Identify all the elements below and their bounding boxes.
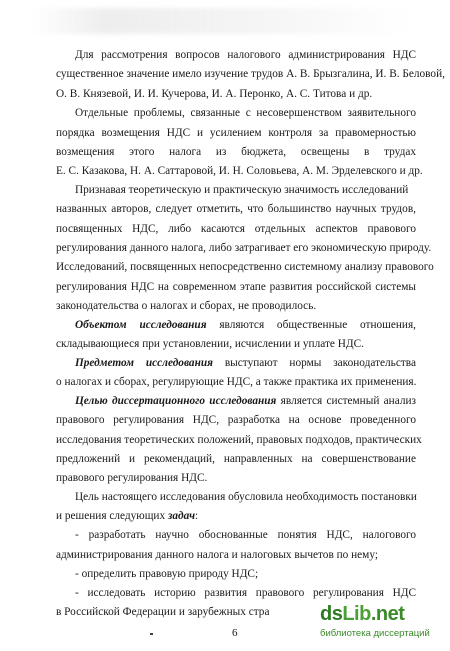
line-text: правового регулирования НДС. (56, 472, 208, 484)
text-line (56, 509, 416, 523)
text-line (75, 394, 416, 408)
text-line (56, 299, 416, 313)
text-line (56, 87, 416, 101)
line-text: О. В. Князевой, И. И. Кучерова, И. А. Перонко, А. С. Титова и др. (56, 88, 373, 100)
line-text: являются общественные отношения, (206, 319, 417, 331)
text-line (56, 433, 422, 447)
text-line (75, 106, 416, 120)
line-text: : (195, 510, 199, 522)
line-text: и решения следующих (56, 510, 168, 522)
text-line (56, 337, 416, 351)
watermark-subtitle: библиотека диссертаций (320, 628, 430, 639)
text-line (56, 413, 416, 427)
line-text: Признавая теоретическую и практическую значимость исследований (75, 184, 409, 196)
text-line (75, 567, 416, 581)
emphasis-text: Целью диссертационного исследования (75, 395, 277, 407)
line-text: предложений и рекомендаций, направленных на совершенствование (56, 453, 416, 465)
dslib-watermark[interactable] (320, 603, 438, 643)
line-text: Исследований, посвященных непосредственно системному анализу правового (56, 261, 434, 273)
text-line (56, 260, 434, 274)
line-text: Для рассмотрения вопросов налогового администрирования НДС (75, 49, 416, 61)
text-line (56, 67, 445, 81)
line-text: Е. С. Казакова, Н. А. Саттаровой, И. Н. Соловьева, А. М. Эрделевского и др. (56, 165, 423, 177)
line-text: исследования теоретических положений, правовых подходов, практических (56, 434, 422, 446)
emphasis-text: задач (167, 510, 196, 522)
line-text: регулирования данного налога, либо затрагивает его экономическую природу. (56, 242, 432, 254)
line-text: о налогах и сборах, регулирующие НДС, а также практика их применения. (56, 376, 417, 388)
line-text: является системный анализ (276, 395, 416, 407)
text-line (56, 548, 416, 562)
line-text: складывающиеся при установлении, исчислении и уплате НДС. (56, 338, 364, 350)
text-line (56, 375, 416, 389)
text-line (56, 126, 416, 140)
line-text: существенное значение имело изучение трудов А. В. Брызгалина, И. В. Беловой, (56, 68, 445, 80)
line-text: названных авторов, следует отметить, что большинство научных трудов, (56, 203, 416, 215)
line-text: возмещения этого налога из бюджета, освещены в трудах (56, 146, 416, 158)
text-line (75, 528, 416, 542)
line-text: законодательства о налогах и сборах, не проводилось. (56, 300, 317, 312)
logo-ds: ds (320, 603, 343, 625)
page-number: 6 (232, 627, 238, 639)
line-text: выступают нормы законодательства (212, 357, 416, 369)
line-text: Цель настоящего исследования обусловила необходимость постановки (75, 491, 417, 503)
line-text: в Российской Федерации и зарубежных стра (56, 606, 270, 618)
text-line (56, 280, 416, 294)
line-text: - исследовать историю развития правового регулирования НДС (75, 587, 416, 599)
logo-net: .net (370, 603, 405, 625)
line-text: посвященных НДС, либо касаются отдельных аспектов правового (56, 223, 416, 235)
dslib-logo (320, 603, 404, 626)
emphasis-text: Предметом исследования (75, 357, 213, 369)
line-text: администрирования данного налога и налоговых вычетов по нему; (56, 549, 378, 561)
text-line (56, 452, 416, 466)
text-line (75, 48, 416, 62)
logo-lib: Lib (342, 603, 371, 625)
line-text: - разработать научно обоснованные понятия НДС, налогового (75, 529, 416, 541)
text-line (75, 356, 416, 370)
line-text: правового регулирования НДС, разработка на основе проведенного (56, 414, 416, 426)
scan-speck (150, 633, 153, 635)
text-line (56, 202, 416, 216)
text-line (56, 222, 416, 236)
line-text: - определить правовую природу НДС; (75, 568, 259, 580)
text-line (56, 241, 432, 255)
line-text: Отдельные проблемы, связанные с несовершенством заявительного (75, 107, 416, 119)
line-text: порядка возмещения НДС и усилением контроля за правомерностью (56, 127, 416, 139)
scan-header-smudge (30, 8, 410, 34)
text-line (56, 164, 423, 178)
text-line (56, 471, 416, 485)
text-line (75, 183, 416, 197)
emphasis-text: Объектом исследования (75, 319, 207, 331)
text-line (75, 586, 416, 600)
line-text: регулирования НДС на современном этапе развития российской системы (56, 281, 416, 293)
text-line (75, 490, 416, 504)
text-line (56, 145, 416, 159)
text-line (75, 318, 416, 332)
